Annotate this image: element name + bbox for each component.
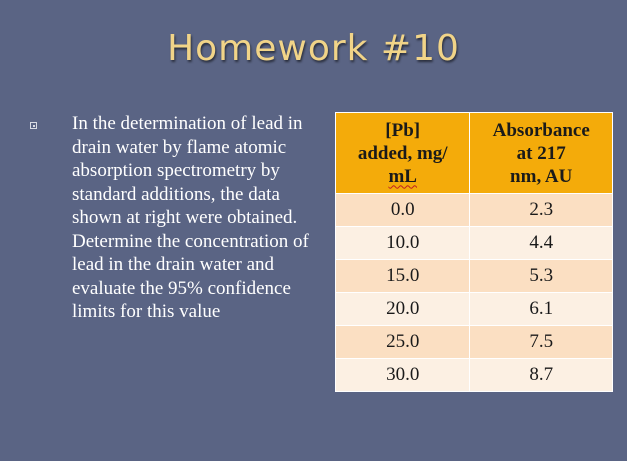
cell-absorbance: 4.4 [470, 227, 613, 260]
cell-pb-added: 10.0 [336, 227, 470, 260]
header-pb-added [336, 113, 470, 194]
table-row [336, 293, 613, 326]
cell-absorbance: 8.7 [470, 359, 613, 392]
table-row [336, 326, 613, 359]
cell-pb-added: 0.0 [336, 194, 470, 227]
cell-pb-added: 20.0 [336, 293, 470, 326]
cell-absorbance: 5.3 [470, 260, 613, 293]
cell-absorbance: 6.1 [470, 293, 613, 326]
table-row [336, 359, 613, 392]
cell-absorbance: 7.5 [470, 326, 613, 359]
slide-title: Homework #10 [167, 28, 460, 69]
cell-pb-added: 30.0 [336, 359, 470, 392]
header-pb-line1: [Pb] [385, 119, 421, 141]
table-row [336, 260, 613, 293]
header-abs-line2: at 217 [516, 142, 566, 164]
table-row [336, 227, 613, 260]
header-pb-line2: added, mg/ [357, 142, 448, 164]
bullet-text: In the determination of lead in drain water by flame atomic absorption spectrometry by standard additions, the data shown at right were obtained. Determine the concentration of lead in the drain water and evaluate the 95% confidence limits for this value [72, 113, 309, 322]
cell-pb-added: 15.0 [336, 260, 470, 293]
table-row [336, 194, 613, 227]
header-pb-line3: mL [388, 165, 417, 187]
square-bullet-icon [30, 122, 37, 129]
data-table [335, 112, 613, 392]
header-absorbance [470, 113, 613, 194]
cell-pb-added: 25.0 [336, 326, 470, 359]
header-abs-line1: Absorbance [492, 119, 590, 141]
header-abs-line3: nm, AU [510, 165, 573, 187]
bullet-list [30, 112, 310, 324]
table-header-row [336, 113, 613, 194]
cell-absorbance: 2.3 [470, 194, 613, 227]
